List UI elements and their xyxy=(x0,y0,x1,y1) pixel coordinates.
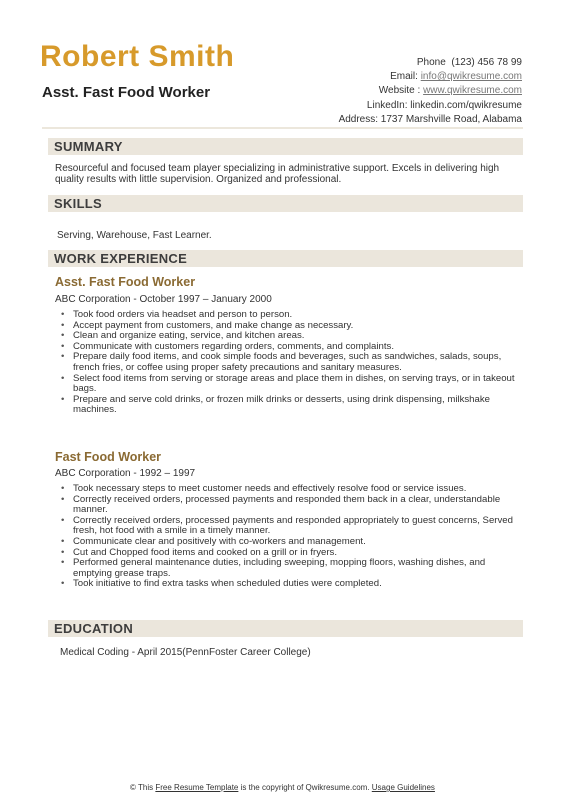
education-text: Medical Coding - April 2015(PennFoster Career College) xyxy=(60,647,311,658)
email-label: Email: xyxy=(390,71,418,83)
job-company: ABC Corporation - October 1997 – January 2000 xyxy=(55,294,272,305)
section-header-skills xyxy=(48,195,523,212)
candidate-name: Robert Smith xyxy=(40,40,235,73)
list-item: • Prepare and serve cold drinks, or frozen milk drinks or desserts, using drink dispensing, milkshake machines. xyxy=(55,395,520,416)
footer-middle: is the copyright of Qwikresume.com. xyxy=(240,783,370,792)
list-item: • Took food orders via headset and person to person. xyxy=(55,310,520,321)
list-item: • Communicate with customers regarding orders, comments, and complaints. xyxy=(55,342,520,353)
usage-guidelines-link[interactable]: Usage Guidelines xyxy=(371,783,435,792)
list-item: • Prepare daily food items, and cook simple foods and beverages, such as sandwiches, salads, soups, french fries, or coffee using proper safety precautions and sanitary measures. xyxy=(55,352,520,373)
section-header-education xyxy=(48,620,523,637)
footer xyxy=(0,783,565,792)
website-label: Website : xyxy=(378,85,421,97)
summary-text: Resourceful and focused team player specializing in administrative support. Excels in delivering high quality results with little supervision. Organized and professional. xyxy=(55,163,500,186)
list-item: • Correctly received orders, processed payments and responded them back in a clear, understandable manner. xyxy=(55,495,520,516)
list-item: • Clean and organize eating, service, and kitchen areas. xyxy=(55,331,520,342)
list-item: • Took initiative to find extra tasks when scheduled duties were completed. xyxy=(55,579,520,590)
job-bullets xyxy=(55,484,520,590)
list-item: • Took necessary steps to meet customer needs and effectively resolve food or service issues. xyxy=(55,484,520,495)
section-title-summary: SUMMARY xyxy=(54,139,123,154)
job-title: Asst. Fast Food Worker xyxy=(55,275,196,289)
section-title-education: EDUCATION xyxy=(54,621,134,636)
section-header-experience xyxy=(48,250,523,267)
header-divider xyxy=(42,127,523,129)
job-title: Fast Food Worker xyxy=(55,450,162,464)
section-title-skills: SKILLS xyxy=(54,196,103,211)
job-bullets xyxy=(55,310,520,416)
website-link[interactable]: www.qwikresume.com xyxy=(423,85,522,97)
contact-linkedin: LinkedIn: linkedin.com/qwikresume xyxy=(366,99,522,111)
list-item: • Accept payment from customers, and make change as necessary. xyxy=(55,321,520,332)
section-title-experience: WORK EXPERIENCE xyxy=(54,251,188,266)
contact-address: Address: 1737 Marshville Road, Alabama xyxy=(338,113,522,125)
skills-text: Serving, Warehouse, Fast Learner. xyxy=(57,230,212,241)
contact-block xyxy=(339,56,522,127)
list-item: • Select food items from serving or storage areas and place them in dishes, on serving trays, or in takeout bags. xyxy=(55,374,520,395)
list-item: • Communicate clear and positively with co-workers and management. xyxy=(55,537,520,548)
free-resume-template-link[interactable]: Free Resume Template xyxy=(155,783,239,792)
contact-phone xyxy=(339,56,522,70)
phone-value: (123) 456 78 99 xyxy=(451,57,522,68)
phone-label: Phone xyxy=(416,57,446,68)
footer-prefix: © This xyxy=(130,783,154,792)
list-item: • Performed general maintenance duties, including sweeping, mopping floors, washing dishes, and emptying grease traps. xyxy=(55,558,520,579)
list-item: • Cut and Chopped food items and cooked on a grill or in fryers. xyxy=(55,548,520,559)
job-company: ABC Corporation - 1992 – 1997 xyxy=(55,468,196,479)
section-header-summary xyxy=(48,138,523,155)
candidate-title: Asst. Fast Food Worker xyxy=(42,84,211,101)
contact-website xyxy=(339,84,522,98)
list-item: • Correctly received orders, processed payments and responded appropriately to guest concerns, Served fresh, hot food with a smile in a timely manner. xyxy=(55,516,520,537)
contact-email xyxy=(339,70,522,84)
email-link[interactable]: info@qwikresume.com xyxy=(420,71,522,83)
